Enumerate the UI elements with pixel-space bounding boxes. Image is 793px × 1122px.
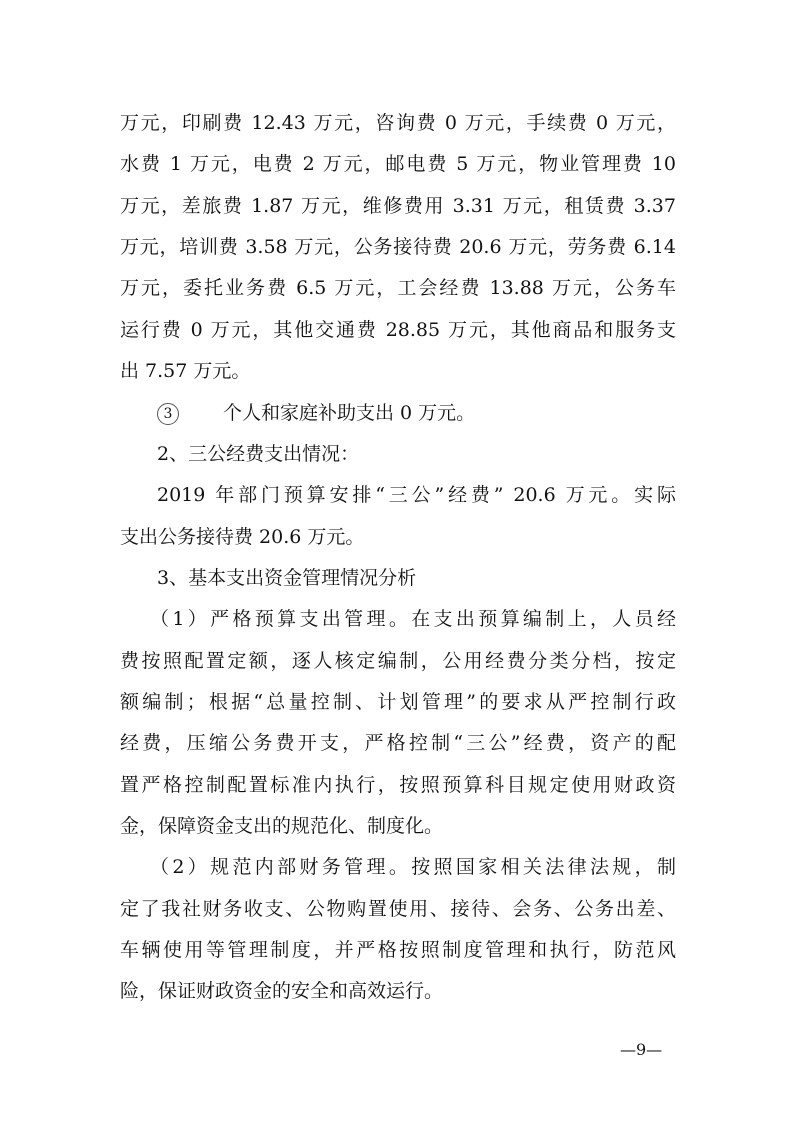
text-line: 车辆使用等管理制度，并严格按照制度管理和执行，防范风 — [120, 939, 676, 961]
text-line: 出 7.57 万元。 — [120, 360, 251, 382]
text-line: 水费 1 万元，电费 2 万元，邮电费 5 万元，物业管理费 10 — [120, 153, 676, 175]
text-line: 2019 年部门预算安排“三公”经费” 20.6 万元。实际 — [157, 484, 676, 506]
section-heading: 3、基本支出资金管理情况分析 — [157, 567, 417, 589]
text-line: 定了我社财务收支、公物购置使用、接待、会务、公务出差、 — [120, 898, 676, 920]
text-line: 万元，委托业务费 6.5 万元，工会经费 13.88 万元，公务车 — [120, 277, 676, 299]
text-line: 费按照配置定额，逐人核定编制，公用经费分类分档，按定 — [120, 650, 676, 672]
text-line: 额编制；根据“总量控制、计划管理”的要求从严控制行政 — [120, 691, 676, 713]
text-line: 运行费 0 万元，其他交通费 28.85 万元，其他商品和服务支 — [120, 319, 676, 341]
text-line: 金，保障资金支出的规范化、制度化。 — [120, 815, 444, 837]
text-line: 经费，压缩公务费开支，严格控制“三公”经费，资产的配 — [120, 732, 676, 754]
text-line: 万元，印刷费 12.43 万元，咨询费 0 万元，手续费 0 万元， — [120, 112, 676, 134]
text-line: 万元，培训费 3.58 万元，公务接待费 20.6 万元，劳务费 6.14 — [120, 236, 676, 258]
text-line: 支出公务接待费 20.6 万元。 — [120, 526, 365, 548]
text-line: （2）规范内部财务管理。按照国家相关法律法规，制 — [150, 856, 676, 878]
text-line: （1）严格预算支出管理。在支出预算编制上，人员经 — [150, 608, 676, 630]
text-line: 置严格控制配置标准内执行，按照预算科目规定使用财政资 — [120, 774, 676, 796]
text-line: 险，保证财政资金的安全和高效运行。 — [120, 980, 444, 1002]
circled-number: 3 — [157, 403, 179, 425]
section-heading: 2、三公经费支出情况： — [157, 443, 360, 465]
text-line: 个人和家庭补助支出 0 万元。 — [223, 402, 476, 424]
list-item-3 — [157, 398, 676, 428]
page-number: —9— — [620, 1040, 663, 1059]
text-line: 万元，差旅费 1.87 万元，维修费用 3.31 万元，租赁费 3.37 — [120, 195, 676, 217]
